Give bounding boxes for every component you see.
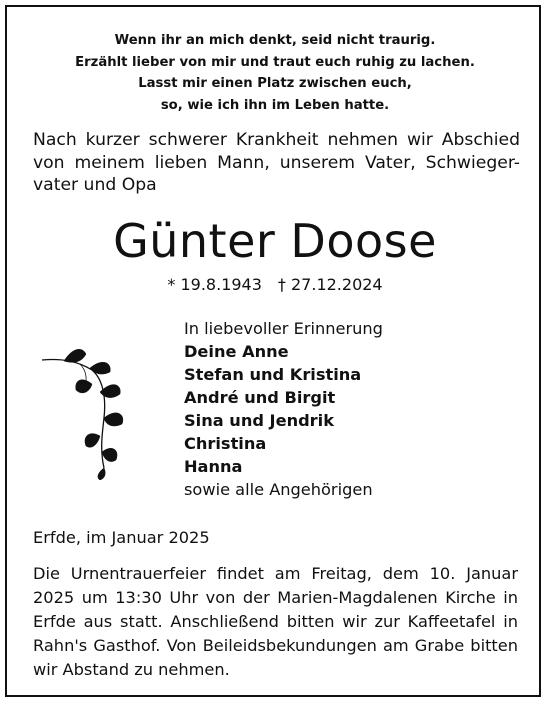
family-member: Christina	[184, 434, 267, 453]
memorial-poem	[0, 30, 550, 116]
family-member: Deine Anne	[184, 342, 289, 361]
poem-line: Erzählt lieber von mir und traut euch ruhig zu lachen.	[75, 54, 475, 70]
deceased-name: Günter Doose	[113, 214, 437, 268]
family-member: Sina und Jendrik	[184, 411, 334, 430]
death-date: † 27.12.2024	[277, 275, 383, 294]
poem-line: Lasst mir einen Platz zwischen euch,	[138, 76, 412, 91]
announcement-intro: Nach kurzer schwerer Krankheit nehmen wir Abschied von meinem lieben Mann, unserem Vater, Schwieger-vater und Opa	[33, 130, 520, 195]
funeral-notice: Die Urnentrauerfeier findet am Freitag, dem 10. Januar 2025 um 13:30 Uhr von der Marien-Magdalenen Kirche in Erfde aus statt. Anschließend bitten wir zur Kaffeetafel in Rahn's Gasthof. Von Beileidsbekundungen am Grabe bitten wir Abstand zu nehmen.	[33, 564, 518, 679]
place-and-date: Erfde, im Januar 2025	[33, 528, 210, 547]
family-heading: In liebevoller Erinnerung	[184, 319, 383, 338]
life-dates	[0, 272, 550, 298]
family-member: Hanna	[184, 457, 243, 476]
mourners-list	[184, 317, 383, 501]
birth-date: * 19.8.1943	[167, 275, 262, 294]
poem-line: so, wie ich ihn im Leben hatte.	[160, 97, 390, 113]
family-closing: sowie alle Angehörigen	[184, 480, 373, 499]
poem-line: Wenn ihr an mich denkt, seid nicht traurig.	[114, 33, 436, 48]
family-member: André und Birgit	[184, 388, 336, 407]
family-member: Stefan und Kristina	[184, 365, 362, 384]
leaf-branch-icon	[34, 340, 134, 480]
